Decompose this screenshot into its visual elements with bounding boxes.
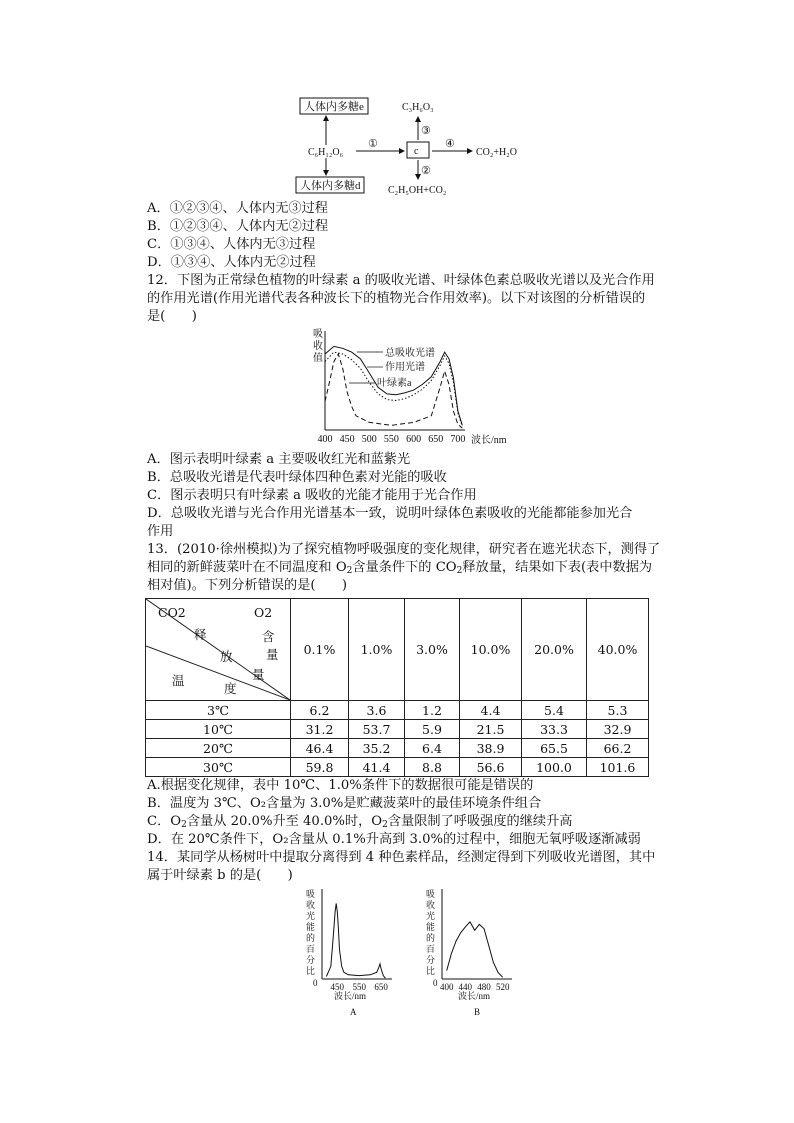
- value-cell: 4.4: [460, 701, 522, 720]
- svg-text:的: 的: [426, 933, 436, 943]
- chart1-legend-chla: 叶绿素a: [377, 378, 412, 389]
- chartA-series-line: [326, 903, 385, 978]
- spectrum-chart-b: [420, 885, 530, 1020]
- value-cell: 6.4: [405, 739, 460, 758]
- svg-text:光: 光: [306, 911, 316, 921]
- glucose-label: C₆H₁₂O₆: [308, 147, 344, 158]
- header-temp-1: 温: [172, 673, 185, 688]
- table-row: [146, 739, 649, 758]
- value-cell: 1.2: [405, 701, 460, 720]
- value-cell: 35.2: [349, 739, 405, 758]
- svg-text:吸: 吸: [426, 889, 436, 899]
- value-cell: 38.9: [460, 739, 522, 758]
- q12-option-b: B．总吸收光谱是代表叶绿体四种色素对光能的吸收: [147, 470, 447, 485]
- value-cell: 5.9: [405, 720, 460, 739]
- temp-cell: 3℃: [146, 701, 291, 720]
- value-cell: 66.2: [587, 739, 649, 758]
- q13-stem-line1: 13．(2010·徐州模拟)为了探究植物呼吸强度的变化规律，研究者在遮光状态下，测得了: [147, 542, 661, 557]
- chartA-xlabel: 波长/nm: [334, 991, 367, 1001]
- chartB-origin: 0: [433, 978, 438, 988]
- q11-option-a: A．①②③④、人体内无③过程: [147, 201, 328, 216]
- svg-text:分: 分: [306, 955, 316, 965]
- q12-stem-line3: 是( ): [147, 309, 197, 324]
- chartB-series-line: [447, 922, 503, 977]
- chartB-xlabel: 波长/nm: [458, 991, 491, 1001]
- chartB-ylabel: [426, 889, 435, 976]
- chart1-legend-total: 总吸收光谱: [385, 348, 435, 359]
- temp-cell: 30℃: [146, 758, 291, 777]
- table-header-row: [146, 599, 649, 701]
- value-cell: 53.7: [349, 720, 405, 739]
- o2-level-header: 1.0%: [349, 599, 405, 701]
- header-release-2: 放: [220, 649, 233, 664]
- chartB-title: B: [474, 1007, 481, 1017]
- value-cell: 8.8: [405, 758, 460, 777]
- step3-label: ③: [421, 125, 431, 137]
- chartA-x-tick-label: 550: [352, 982, 366, 992]
- value-cell: 56.6: [460, 758, 522, 777]
- o2-level-header: 10.0%: [460, 599, 522, 701]
- table-row: [146, 720, 649, 739]
- svg-text:光: 光: [426, 911, 436, 921]
- svg-text:能: 能: [306, 922, 316, 932]
- value-cell: 5.3: [587, 701, 649, 720]
- temp-cell: 20℃: [146, 739, 291, 758]
- chart1-x-tick-label: 400: [317, 434, 333, 445]
- table-row: [146, 701, 649, 720]
- chartA-title: A: [350, 1007, 357, 1017]
- lactate-label: C₃H₆O₃: [402, 102, 434, 113]
- step2-label: ②: [421, 165, 431, 177]
- step4-label: ④: [445, 138, 455, 150]
- chart1-x-tick-label: 550: [383, 434, 399, 445]
- step1-label: ①: [368, 138, 378, 150]
- metabolism-diagram: [290, 95, 540, 198]
- o2-level-header: 20.0%: [522, 599, 587, 701]
- temp-cell: 10℃: [146, 720, 291, 739]
- value-cell: 33.3: [522, 720, 587, 739]
- chart1-ylabel-1: 吸: [313, 329, 323, 340]
- q13-option-a: A.根据变化规律，表中 10℃、1.0%条件下的数据很可能是错误的: [147, 778, 534, 793]
- chartB-x-tick-label: 400: [439, 982, 454, 992]
- q12-stem-line2: 的作用光谱(作用光谱代表各种波长下的植物光合作用效率)。以下对该图的分析错误的: [147, 291, 646, 306]
- respiration-table: [145, 598, 649, 777]
- q11-option-c: C．①③④、人体内无③过程: [147, 237, 316, 252]
- header-temp-2: 度: [224, 681, 237, 696]
- value-cell: 101.6: [587, 758, 649, 777]
- q12-option-c: C．图示表明只有叶绿素 a 吸收的光能才能用于光合作用: [147, 488, 477, 503]
- chartA-origin: 0: [313, 978, 318, 988]
- chart1-x-tick-label: 450: [339, 434, 355, 445]
- q13-option-d: D．在 20℃条件下，O₂含量从 0.1%升高到 3.0%的过程中，细胞无氧呼吸逐渐减弱: [147, 832, 641, 847]
- svg-text:百: 百: [306, 944, 316, 954]
- chartB-x-tick-label: 520: [495, 982, 510, 992]
- chart1-xlabel: 波长/nm: [471, 435, 507, 446]
- table-corner-header: [146, 599, 291, 701]
- header-release-3: 量: [252, 667, 265, 682]
- svg-text:的: 的: [306, 933, 316, 943]
- header-content-1: 含: [262, 629, 275, 644]
- intermediate-c-label: c: [414, 146, 419, 157]
- header-content-2: 量: [266, 647, 279, 662]
- value-cell: 3.6: [349, 701, 405, 720]
- chart1-x-tick-label: 650: [428, 434, 444, 445]
- chart1-x-tick-label: 600: [406, 434, 422, 445]
- chart1-x-tick-label: 700: [450, 434, 466, 445]
- svg-text:百: 百: [426, 944, 436, 954]
- o2-level-header: 3.0%: [405, 599, 460, 701]
- chart1-legend-action: 作用光谱: [385, 362, 425, 373]
- svg-text:收: 收: [426, 900, 436, 910]
- q11-option-b: B．①②③④、人体内无②过程: [147, 219, 329, 234]
- polysaccharide-d-label: 人体内多糖d: [300, 180, 361, 192]
- q13-stem-line3: 相对值)。下列分析错误的是( ): [147, 578, 348, 593]
- aerobic-products-label: CO₂+H₂O: [476, 147, 517, 158]
- value-cell: 46.4: [291, 739, 349, 758]
- value-cell: 59.8: [291, 758, 349, 777]
- svg-text:比: 比: [306, 966, 316, 976]
- chart1-ylabel-2: 收: [313, 341, 323, 352]
- absorption-spectrum-chart: [305, 325, 535, 447]
- q12-option-d: D．总吸收光谱与光合作用光谱基本一致，说明叶绿体色素吸收的光能都能参加光合: [147, 506, 633, 521]
- svg-text:收: 收: [306, 900, 316, 910]
- value-cell: 100.0: [522, 758, 587, 777]
- header-release-1: 释: [194, 627, 207, 642]
- q12-stem-line1: 12．下图为正常绿色植物的叶绿素 a 的吸收光谱、叶绿体色素总吸收光谱以及光合作用: [147, 273, 655, 288]
- chartB-x-tick-label: 440: [458, 982, 473, 992]
- q13-option-c: C．$O_2$含量从 20.0%升至 40.0%时，$O_2$含量限制了呼吸强度的继续升高: [147, 814, 573, 830]
- q13-stem-line2: 相同的新鲜菠菜叶在不同温度和 $O_2$含量条件下的 $CO_2$释放量，结果如下表(表中数据为: [147, 560, 653, 576]
- value-cell: 5.4: [522, 701, 587, 720]
- q12-option-d-cont: 作用: [147, 524, 174, 539]
- chartB-x-tick-label: 480: [477, 982, 491, 992]
- polysaccharide-e-label: 人体内多糖e: [304, 101, 364, 113]
- q14-stem-line2: 属于叶绿素 b 的是( ): [147, 868, 293, 883]
- header-o2: O2: [254, 605, 273, 620]
- value-cell: 65.5: [522, 739, 587, 758]
- chartA-x-tick-label: 450: [330, 982, 345, 992]
- svg-text:能: 能: [426, 922, 436, 932]
- value-cell: 6.2: [291, 701, 349, 720]
- chartA-x-tick-label: 650: [374, 982, 388, 992]
- o2-level-header: 40.0%: [587, 599, 649, 701]
- svg-text:吸: 吸: [306, 889, 316, 899]
- chart1-ylabel-3: 值: [313, 353, 323, 364]
- q14-stem-line1: 14．某同学从杨树叶中提取分离得到 4 种色素样品，经测定得到下列吸收光谱图，其中: [147, 850, 656, 865]
- q12-option-a: A．图示表明叶绿素 a 主要吸收红光和蓝紫光: [147, 452, 411, 467]
- chart1-x-tick-label: 500: [361, 434, 377, 445]
- ethanol-label: C₂H₅OH+CO₂: [388, 185, 447, 196]
- spectrum-chart-a: [300, 885, 410, 1020]
- value-cell: 21.5: [460, 720, 522, 739]
- value-cell: 32.9: [587, 720, 649, 739]
- q11-option-d: D．①③④、人体内无②过程: [147, 255, 316, 270]
- chartA-ylabel: [306, 889, 315, 976]
- header-co2: CO2: [158, 605, 186, 620]
- value-cell: 41.4: [349, 758, 405, 777]
- value-cell: 31.2: [291, 720, 349, 739]
- svg-text:分: 分: [426, 955, 436, 965]
- svg-text:比: 比: [426, 966, 436, 976]
- table-row: [146, 758, 649, 777]
- o2-level-header: 0.1%: [291, 599, 349, 701]
- q13-option-b: B．温度为 3℃、O₂含量为 3.0%是贮藏菠菜叶的最佳环境条件组合: [147, 796, 542, 811]
